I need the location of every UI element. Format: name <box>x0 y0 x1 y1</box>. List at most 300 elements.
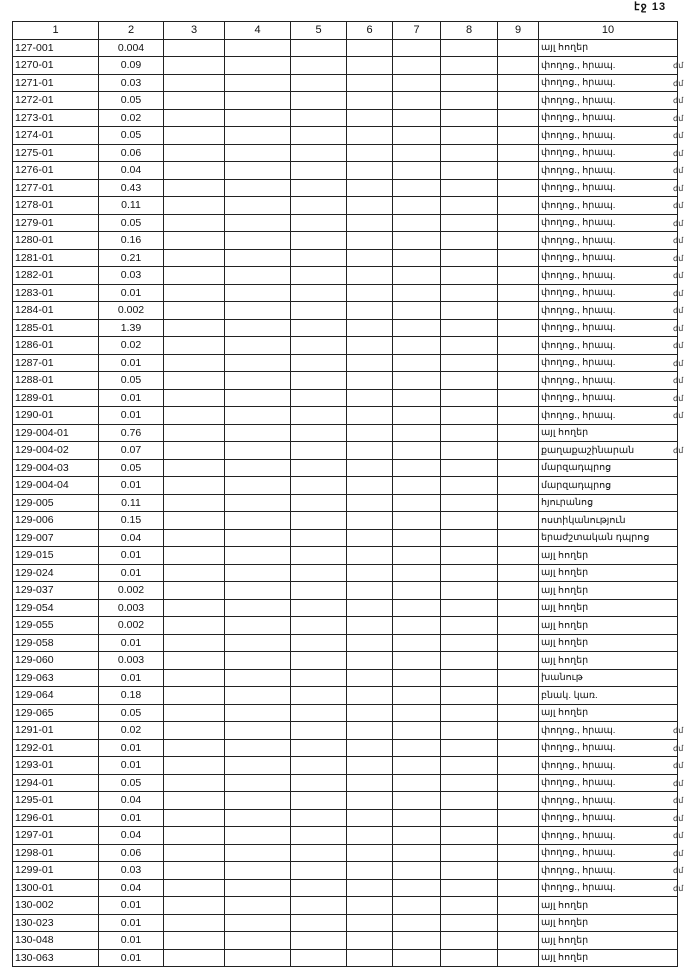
land-use: փողոց., հրապ. <box>539 92 678 110</box>
parcel-id: 1293-01 <box>13 757 99 775</box>
parcel-area: 0.05 <box>99 774 164 792</box>
empty-cell <box>291 879 347 897</box>
table-row <box>13 494 678 512</box>
empty-cell <box>441 319 498 337</box>
empty-cell <box>441 337 498 355</box>
empty-cell <box>225 162 291 180</box>
empty-cell <box>393 144 441 162</box>
empty-cell <box>291 949 347 967</box>
empty-cell <box>291 354 347 372</box>
parcel-area: 0.01 <box>99 634 164 652</box>
table-row <box>13 879 678 897</box>
empty-cell <box>498 267 539 285</box>
empty-cell <box>347 284 393 302</box>
empty-cell <box>347 827 393 845</box>
parcel-area: 0.15 <box>99 512 164 530</box>
parcel-id: 129-024 <box>13 564 99 582</box>
margin-mark: ժմ <box>673 236 684 245</box>
empty-cell <box>291 704 347 722</box>
empty-cell <box>347 57 393 75</box>
empty-cell <box>441 92 498 110</box>
empty-cell <box>225 599 291 617</box>
parcel-area: 0.01 <box>99 389 164 407</box>
empty-cell <box>393 774 441 792</box>
parcel-area: 0.03 <box>99 74 164 92</box>
empty-cell <box>441 442 498 460</box>
column-header-6: 6 <box>347 22 393 40</box>
empty-cell <box>347 687 393 705</box>
empty-cell <box>225 407 291 425</box>
empty-cell <box>225 757 291 775</box>
column-header-8: 8 <box>441 22 498 40</box>
empty-cell <box>164 162 225 180</box>
empty-cell <box>291 774 347 792</box>
empty-cell <box>347 477 393 495</box>
empty-cell <box>164 197 225 215</box>
parcel-area: 0.04 <box>99 827 164 845</box>
parcel-area: 0.04 <box>99 792 164 810</box>
empty-cell <box>393 844 441 862</box>
empty-cell <box>225 809 291 827</box>
parcel-area: 0.21 <box>99 249 164 267</box>
empty-cell <box>225 92 291 110</box>
empty-cell <box>498 512 539 530</box>
empty-cell <box>347 879 393 897</box>
parcel-id: 1274-01 <box>13 127 99 145</box>
empty-cell <box>498 354 539 372</box>
empty-cell <box>347 494 393 512</box>
land-use: այլ հողեր <box>539 547 678 565</box>
empty-cell <box>441 897 498 915</box>
parcel-id: 129-060 <box>13 652 99 670</box>
empty-cell <box>164 337 225 355</box>
empty-cell <box>225 617 291 635</box>
table-row <box>13 477 678 495</box>
empty-cell <box>347 197 393 215</box>
column-header-3: 3 <box>164 22 225 40</box>
empty-cell <box>393 599 441 617</box>
empty-cell <box>164 582 225 600</box>
parcel-id: 1300-01 <box>13 879 99 897</box>
table-row <box>13 599 678 617</box>
empty-cell <box>441 267 498 285</box>
land-use: փողոց., հրապ. <box>539 774 678 792</box>
empty-cell <box>393 914 441 932</box>
empty-cell <box>441 879 498 897</box>
table-row <box>13 634 678 652</box>
empty-cell <box>441 564 498 582</box>
parcel-id: 129-004-02 <box>13 442 99 460</box>
table-row <box>13 442 678 460</box>
empty-cell <box>164 144 225 162</box>
empty-cell <box>225 652 291 670</box>
land-use: փողոց., հրապ. <box>539 757 678 775</box>
empty-cell <box>225 914 291 932</box>
empty-cell <box>498 337 539 355</box>
empty-cell <box>225 862 291 880</box>
parcel-area: 0.01 <box>99 739 164 757</box>
land-use: այլ հողեր <box>539 634 678 652</box>
land-use: փողոց., հրապ. <box>539 792 678 810</box>
empty-cell <box>393 582 441 600</box>
table-row <box>13 372 678 390</box>
empty-cell <box>498 389 539 407</box>
empty-cell <box>347 127 393 145</box>
empty-cell <box>164 914 225 932</box>
land-use: փողոց., հրապ. <box>539 407 678 425</box>
land-use: այլ հողեր <box>539 932 678 950</box>
margin-mark: ժմ <box>673 306 684 315</box>
empty-cell <box>291 652 347 670</box>
empty-cell <box>164 424 225 442</box>
empty-cell <box>225 249 291 267</box>
parcel-id: 129-058 <box>13 634 99 652</box>
empty-cell <box>393 687 441 705</box>
empty-cell <box>164 634 225 652</box>
empty-cell <box>291 792 347 810</box>
parcel-area: 0.05 <box>99 214 164 232</box>
table-row <box>13 949 678 967</box>
empty-cell <box>347 179 393 197</box>
table-row <box>13 284 678 302</box>
empty-cell <box>441 57 498 75</box>
table-row <box>13 704 678 722</box>
empty-cell <box>164 932 225 950</box>
empty-cell <box>393 459 441 477</box>
empty-cell <box>441 477 498 495</box>
parcel-id: 1282-01 <box>13 267 99 285</box>
empty-cell <box>164 547 225 565</box>
empty-cell <box>498 302 539 320</box>
empty-cell <box>498 442 539 460</box>
parcel-id: 129-055 <box>13 617 99 635</box>
empty-cell <box>164 809 225 827</box>
empty-cell <box>393 477 441 495</box>
empty-cell <box>225 687 291 705</box>
empty-cell <box>393 879 441 897</box>
empty-cell <box>347 529 393 547</box>
empty-cell <box>225 669 291 687</box>
empty-cell <box>347 949 393 967</box>
empty-cell <box>347 914 393 932</box>
parcel-id: 1281-01 <box>13 249 99 267</box>
empty-cell <box>441 634 498 652</box>
empty-cell <box>164 844 225 862</box>
empty-cell <box>164 512 225 530</box>
empty-cell <box>225 354 291 372</box>
empty-cell <box>347 214 393 232</box>
land-use: փողոց., հրապ. <box>539 162 678 180</box>
empty-cell <box>291 739 347 757</box>
parcel-area: 1.39 <box>99 319 164 337</box>
empty-cell <box>441 144 498 162</box>
empty-cell <box>393 197 441 215</box>
empty-cell <box>393 249 441 267</box>
table-row <box>13 669 678 687</box>
parcel-area: 0.16 <box>99 232 164 250</box>
empty-cell <box>164 109 225 127</box>
parcel-area: 0.03 <box>99 267 164 285</box>
empty-cell <box>164 949 225 967</box>
parcel-id: 1277-01 <box>13 179 99 197</box>
parcel-id: 1280-01 <box>13 232 99 250</box>
parcel-area: 0.002 <box>99 302 164 320</box>
empty-cell <box>393 39 441 57</box>
margin-mark: ժմ <box>673 411 684 420</box>
empty-cell <box>393 214 441 232</box>
parcel-area: 0.01 <box>99 669 164 687</box>
empty-cell <box>347 109 393 127</box>
table-row <box>13 529 678 547</box>
parcel-id: 129-004-04 <box>13 477 99 495</box>
land-use: փողոց., հրապ. <box>539 827 678 845</box>
empty-cell <box>498 144 539 162</box>
table-row <box>13 424 678 442</box>
land-use: այլ հողեր <box>539 704 678 722</box>
empty-cell <box>393 302 441 320</box>
empty-cell <box>291 459 347 477</box>
empty-cell <box>164 92 225 110</box>
land-use: այլ հողեր <box>539 617 678 635</box>
table-row <box>13 844 678 862</box>
table-row <box>13 319 678 337</box>
empty-cell <box>441 792 498 810</box>
parcel-area: 0.01 <box>99 407 164 425</box>
parcel-area: 0.06 <box>99 844 164 862</box>
parcel-area: 0.002 <box>99 617 164 635</box>
empty-cell <box>291 564 347 582</box>
parcel-id: 130-002 <box>13 897 99 915</box>
land-use: մարզադպրոց <box>539 459 678 477</box>
empty-cell <box>164 652 225 670</box>
empty-cell <box>441 179 498 197</box>
empty-cell <box>498 617 539 635</box>
table-row <box>13 249 678 267</box>
empty-cell <box>164 284 225 302</box>
empty-cell <box>441 109 498 127</box>
empty-cell <box>393 547 441 565</box>
empty-cell <box>164 792 225 810</box>
empty-cell <box>347 599 393 617</box>
empty-cell <box>498 372 539 390</box>
land-use: այլ հողեր <box>539 949 678 967</box>
margin-mark: ժմ <box>673 113 684 123</box>
parcel-area: 0.004 <box>99 39 164 57</box>
empty-cell <box>347 74 393 92</box>
parcel-id: 129-063 <box>13 669 99 687</box>
empty-cell <box>225 827 291 845</box>
parcel-area: 0.05 <box>99 127 164 145</box>
empty-cell <box>498 564 539 582</box>
empty-cell <box>291 249 347 267</box>
empty-cell <box>291 372 347 390</box>
empty-cell <box>225 564 291 582</box>
empty-cell <box>164 442 225 460</box>
land-use: այլ հողեր <box>539 599 678 617</box>
empty-cell <box>347 739 393 757</box>
empty-cell <box>393 494 441 512</box>
empty-cell <box>291 529 347 547</box>
column-header-10: 10 <box>539 22 678 40</box>
empty-cell <box>498 284 539 302</box>
empty-cell <box>347 319 393 337</box>
parcel-id: 129-015 <box>13 547 99 565</box>
empty-cell <box>164 372 225 390</box>
empty-cell <box>393 354 441 372</box>
empty-cell <box>347 932 393 950</box>
parcel-id: 1289-01 <box>13 389 99 407</box>
empty-cell <box>441 582 498 600</box>
table-row <box>13 214 678 232</box>
empty-cell <box>347 564 393 582</box>
empty-cell <box>441 809 498 827</box>
parcel-area: 0.18 <box>99 687 164 705</box>
empty-cell <box>347 862 393 880</box>
empty-cell <box>291 284 347 302</box>
table-row <box>13 109 678 127</box>
land-use: փողոց., հրապ. <box>539 722 678 740</box>
empty-cell <box>225 529 291 547</box>
empty-cell <box>225 319 291 337</box>
empty-cell <box>393 372 441 390</box>
empty-cell <box>225 494 291 512</box>
empty-cell <box>347 249 393 267</box>
parcel-area: 0.02 <box>99 109 164 127</box>
empty-cell <box>291 39 347 57</box>
empty-cell <box>393 127 441 145</box>
empty-cell <box>393 792 441 810</box>
parcel-id: 1279-01 <box>13 214 99 232</box>
parcel-area: 0.01 <box>99 477 164 495</box>
margin-mark: ժմ <box>673 813 684 823</box>
parcel-id: 1272-01 <box>13 92 99 110</box>
empty-cell <box>393 92 441 110</box>
empty-cell <box>164 687 225 705</box>
land-use: փողոց., հրապ. <box>539 179 678 197</box>
empty-cell <box>441 389 498 407</box>
empty-cell <box>441 162 498 180</box>
empty-cell <box>393 722 441 740</box>
empty-cell <box>291 92 347 110</box>
empty-cell <box>441 914 498 932</box>
empty-cell <box>441 949 498 967</box>
table-row <box>13 407 678 425</box>
empty-cell <box>291 389 347 407</box>
empty-cell <box>347 652 393 670</box>
parcel-id: 1299-01 <box>13 862 99 880</box>
empty-cell <box>498 757 539 775</box>
table-row <box>13 337 678 355</box>
empty-cell <box>498 652 539 670</box>
empty-cell <box>225 582 291 600</box>
empty-cell <box>347 634 393 652</box>
parcel-area: 0.09 <box>99 57 164 75</box>
table-row <box>13 792 678 810</box>
empty-cell <box>225 179 291 197</box>
parcel-area: 0.76 <box>99 424 164 442</box>
empty-cell <box>441 197 498 215</box>
margin-mark: ժմ <box>673 446 684 455</box>
land-use: փողոց., հրապ. <box>539 109 678 127</box>
empty-cell <box>441 494 498 512</box>
empty-cell <box>441 827 498 845</box>
empty-cell <box>291 897 347 915</box>
table-row <box>13 582 678 600</box>
empty-cell <box>393 564 441 582</box>
empty-cell <box>225 547 291 565</box>
empty-cell <box>291 914 347 932</box>
header-row <box>13 22 678 40</box>
table-row <box>13 232 678 250</box>
empty-cell <box>498 477 539 495</box>
empty-cell <box>291 407 347 425</box>
parcel-area: 0.05 <box>99 704 164 722</box>
empty-cell <box>498 407 539 425</box>
parcel-area: 0.01 <box>99 932 164 950</box>
empty-cell <box>347 267 393 285</box>
empty-cell <box>441 354 498 372</box>
empty-cell <box>441 407 498 425</box>
parcel-id: 1283-01 <box>13 284 99 302</box>
empty-cell <box>225 232 291 250</box>
margin-mark: ժմ <box>673 726 684 735</box>
table-row <box>13 512 678 530</box>
empty-cell <box>164 232 225 250</box>
empty-cell <box>347 617 393 635</box>
parcel-id: 130-048 <box>13 932 99 950</box>
empty-cell <box>498 932 539 950</box>
empty-cell <box>441 459 498 477</box>
empty-cell <box>393 319 441 337</box>
empty-cell <box>347 809 393 827</box>
land-use: փողոց., հրապ. <box>539 267 678 285</box>
empty-cell <box>164 459 225 477</box>
empty-cell <box>164 599 225 617</box>
parcel-area: 0.06 <box>99 144 164 162</box>
empty-cell <box>164 774 225 792</box>
empty-cell <box>347 757 393 775</box>
column-header-4: 4 <box>225 22 291 40</box>
land-use: փողոց., հրապ. <box>539 879 678 897</box>
parcel-area: 0.01 <box>99 949 164 967</box>
land-use: փողոց., հրապ. <box>539 372 678 390</box>
land-use: փողոց., հրապ. <box>539 862 678 880</box>
empty-cell <box>164 669 225 687</box>
land-use: քաղաքաշինարան <box>539 442 678 460</box>
empty-cell <box>164 319 225 337</box>
table-row <box>13 862 678 880</box>
table-row <box>13 39 678 57</box>
empty-cell <box>347 547 393 565</box>
margin-mark: ժմ <box>673 743 684 753</box>
empty-cell <box>498 582 539 600</box>
empty-cell <box>498 722 539 740</box>
empty-cell <box>498 949 539 967</box>
empty-cell <box>347 372 393 390</box>
empty-cell <box>225 389 291 407</box>
empty-cell <box>291 809 347 827</box>
empty-cell <box>225 74 291 92</box>
table-row <box>13 57 678 75</box>
land-use: փողոց., հրապ. <box>539 284 678 302</box>
empty-cell <box>498 232 539 250</box>
parcel-id: 1297-01 <box>13 827 99 845</box>
parcel-id: 1292-01 <box>13 739 99 757</box>
table-row <box>13 267 678 285</box>
parcel-id: 129-054 <box>13 599 99 617</box>
empty-cell <box>498 844 539 862</box>
empty-cell <box>225 284 291 302</box>
